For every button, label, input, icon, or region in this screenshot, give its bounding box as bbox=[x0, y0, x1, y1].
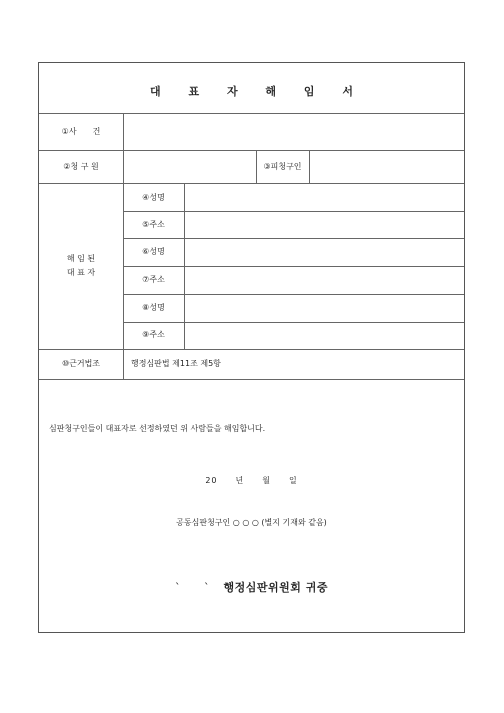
divider bbox=[309, 150, 310, 183]
divider bbox=[39, 379, 464, 380]
divider bbox=[123, 238, 464, 239]
claimant-label: ②청 구 원 bbox=[63, 162, 99, 171]
divider bbox=[123, 322, 464, 323]
rep-name-label-3: ⑧성명 bbox=[142, 303, 165, 312]
rep-name-label-1: ④성명 bbox=[142, 193, 165, 202]
issuer-name: 행정심판위원회 귀중 bbox=[223, 581, 328, 594]
signer-line: 공동심판청구인 ○ ○ ○ (별지 기재와 같음) bbox=[176, 518, 327, 527]
rep-name-label-2: ⑥성명 bbox=[142, 247, 165, 256]
dismissal-statement: 심판청구인들이 대표자로 선정하였던 위 사람들을 해임합니다. bbox=[49, 424, 266, 433]
divider bbox=[39, 113, 464, 114]
form-title: 대 표 자 해 임 서 bbox=[150, 85, 365, 98]
respondent-label: ③피청구인 bbox=[263, 162, 302, 171]
legal-basis-label: ⑩근거법조 bbox=[61, 359, 101, 368]
appointment-dismissal-form bbox=[38, 62, 465, 633]
divider bbox=[123, 266, 464, 267]
rep-address-label-1: ⑤주소 bbox=[142, 220, 165, 229]
dismissed-rep-label-line2: 대 표 자 bbox=[66, 268, 96, 277]
legal-basis-value: 행정심판법 제11조 제5항 bbox=[131, 359, 221, 368]
rep-address-label-3: ⑨주소 bbox=[142, 330, 165, 339]
issuer-marks: ` ` bbox=[175, 581, 220, 594]
dismissed-rep-label-line1: 해 임 된 bbox=[66, 254, 96, 263]
divider bbox=[39, 150, 464, 151]
divider bbox=[184, 183, 185, 349]
divider bbox=[123, 113, 124, 379]
date-line: 20 년 월 일 bbox=[205, 476, 298, 485]
divider bbox=[123, 294, 464, 295]
divider bbox=[39, 183, 464, 184]
divider bbox=[39, 349, 464, 350]
case-label: ①사 건 bbox=[61, 127, 101, 136]
issuer-line bbox=[39, 579, 464, 595]
rep-address-label-2: ⑦주소 bbox=[142, 275, 165, 284]
divider bbox=[123, 211, 464, 212]
